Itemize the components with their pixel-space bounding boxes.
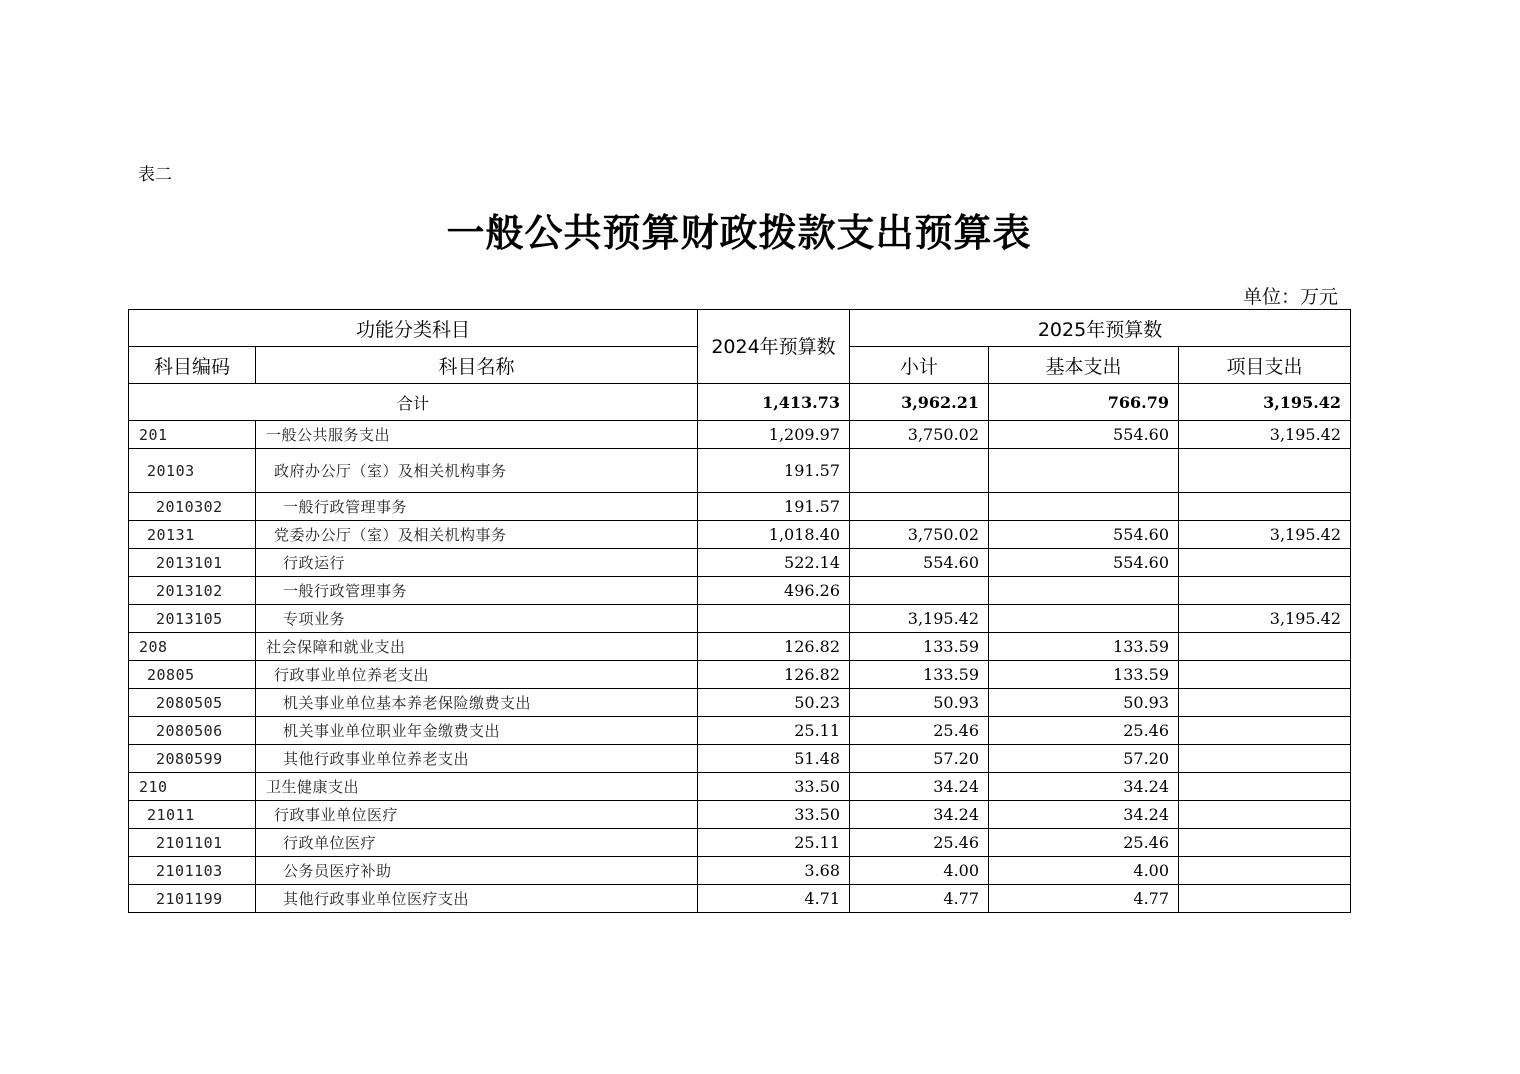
row-name: 卫生健康支出 — [256, 773, 698, 801]
row-subtotal: 34.24 — [850, 773, 989, 801]
project-header: 项目支出 — [1179, 347, 1351, 384]
row-basic: 133.59 — [989, 661, 1179, 689]
row-code: 2080599 — [129, 745, 256, 773]
table-row — [129, 829, 1351, 857]
row-basic — [989, 493, 1179, 521]
table-row — [129, 857, 1351, 885]
row-name: 党委办公厅（室）及相关机构事务 — [256, 521, 698, 549]
row-basic — [989, 605, 1179, 633]
header-row-1 — [129, 310, 1351, 347]
table-number-label: 表二 — [138, 165, 172, 185]
row-basic: 34.24 — [989, 773, 1179, 801]
row-prev — [698, 605, 850, 633]
table-row — [129, 773, 1351, 801]
row-name: 其他行政事业单位医疗支出 — [256, 885, 698, 913]
row-basic: 25.46 — [989, 829, 1179, 857]
row-prev: 191.57 — [698, 493, 850, 521]
basic-header: 基本支出 — [989, 347, 1179, 384]
total-project: 3,195.42 — [1179, 384, 1351, 421]
row-prev: 3.68 — [698, 857, 850, 885]
row-name: 机关事业单位基本养老保险缴费支出 — [256, 689, 698, 717]
row-name: 行政单位医疗 — [256, 829, 698, 857]
row-name: 社会保障和就业支出 — [256, 633, 698, 661]
table-row — [129, 745, 1351, 773]
row-name: 行政事业单位养老支出 — [256, 661, 698, 689]
table-row — [129, 605, 1351, 633]
row-code: 2101101 — [129, 829, 256, 857]
table-row — [129, 885, 1351, 913]
table-row — [129, 421, 1351, 449]
table-row — [129, 493, 1351, 521]
row-project: 3,195.42 — [1179, 521, 1351, 549]
row-subtotal: 25.46 — [850, 829, 989, 857]
row-name: 行政运行 — [256, 549, 698, 577]
table-row — [129, 689, 1351, 717]
code-header: 科目编码 — [129, 347, 256, 384]
row-code: 20131 — [129, 521, 256, 549]
table-row — [129, 577, 1351, 605]
row-code: 210 — [129, 773, 256, 801]
row-code: 2013102 — [129, 577, 256, 605]
row-subtotal: 3,750.02 — [850, 421, 989, 449]
row-project — [1179, 801, 1351, 829]
total-row — [129, 384, 1351, 421]
row-prev: 50.23 — [698, 689, 850, 717]
row-code: 208 — [129, 633, 256, 661]
row-name: 行政事业单位医疗 — [256, 801, 698, 829]
row-prev: 1,018.40 — [698, 521, 850, 549]
row-basic — [989, 449, 1179, 493]
row-prev: 496.26 — [698, 577, 850, 605]
row-project — [1179, 857, 1351, 885]
document-title: 一般公共预算财政拨款支出预算表 — [446, 210, 1032, 255]
name-header: 科目名称 — [256, 347, 698, 384]
row-code: 2080505 — [129, 689, 256, 717]
table-row — [129, 449, 1351, 493]
row-prev: 33.50 — [698, 773, 850, 801]
row-prev: 51.48 — [698, 745, 850, 773]
row-subtotal: 554.60 — [850, 549, 989, 577]
row-project: 3,195.42 — [1179, 421, 1351, 449]
row-prev: 126.82 — [698, 633, 850, 661]
row-code: 2013105 — [129, 605, 256, 633]
total-prev: 1,413.73 — [698, 384, 850, 421]
row-code: 20805 — [129, 661, 256, 689]
row-code: 21011 — [129, 801, 256, 829]
functional-category-header: 功能分类科目 — [129, 310, 698, 347]
budget-table — [128, 309, 1351, 913]
row-project — [1179, 549, 1351, 577]
subtotal-header: 小计 — [850, 347, 989, 384]
row-basic: 554.60 — [989, 421, 1179, 449]
row-project — [1179, 717, 1351, 745]
total-basic: 766.79 — [989, 384, 1179, 421]
row-project — [1179, 829, 1351, 857]
row-prev: 126.82 — [698, 661, 850, 689]
curr-budget-header: 2025年预算数 — [850, 310, 1351, 347]
row-project — [1179, 661, 1351, 689]
row-basic: 25.46 — [989, 717, 1179, 745]
table-row — [129, 633, 1351, 661]
row-code: 2080506 — [129, 717, 256, 745]
table-row — [129, 717, 1351, 745]
row-basic: 34.24 — [989, 801, 1179, 829]
row-code: 2101199 — [129, 885, 256, 913]
row-basic: 50.93 — [989, 689, 1179, 717]
row-project — [1179, 745, 1351, 773]
row-basic — [989, 577, 1179, 605]
row-basic: 554.60 — [989, 521, 1179, 549]
row-subtotal: 133.59 — [850, 633, 989, 661]
row-name: 公务员医疗补助 — [256, 857, 698, 885]
row-prev: 191.57 — [698, 449, 850, 493]
row-basic: 57.20 — [989, 745, 1179, 773]
row-basic: 554.60 — [989, 549, 1179, 577]
row-project — [1179, 689, 1351, 717]
row-code: 201 — [129, 421, 256, 449]
row-subtotal: 25.46 — [850, 717, 989, 745]
table-row — [129, 661, 1351, 689]
row-subtotal: 50.93 — [850, 689, 989, 717]
row-name: 其他行政事业单位养老支出 — [256, 745, 698, 773]
row-subtotal: 4.77 — [850, 885, 989, 913]
unit-label: 单位：万元 — [1242, 286, 1338, 308]
row-name: 机关事业单位职业年金缴费支出 — [256, 717, 698, 745]
row-code: 2013101 — [129, 549, 256, 577]
table-row — [129, 521, 1351, 549]
row-basic: 4.77 — [989, 885, 1179, 913]
total-subtotal: 3,962.21 — [850, 384, 989, 421]
row-project — [1179, 577, 1351, 605]
row-name: 政府办公厅（室）及相关机构事务 — [256, 449, 698, 493]
row-project — [1179, 493, 1351, 521]
row-project — [1179, 633, 1351, 661]
row-prev: 1,209.97 — [698, 421, 850, 449]
row-code: 2101103 — [129, 857, 256, 885]
prev-budget-header: 2024年预算数 — [698, 310, 850, 384]
row-prev: 25.11 — [698, 717, 850, 745]
total-label: 合计 — [129, 384, 698, 421]
row-subtotal: 34.24 — [850, 801, 989, 829]
row-prev: 33.50 — [698, 801, 850, 829]
row-name: 一般公共服务支出 — [256, 421, 698, 449]
row-code: 20103 — [129, 449, 256, 493]
row-subtotal: 4.00 — [850, 857, 989, 885]
row-subtotal — [850, 577, 989, 605]
row-name: 一般行政管理事务 — [256, 577, 698, 605]
row-subtotal: 3,195.42 — [850, 605, 989, 633]
row-name: 一般行政管理事务 — [256, 493, 698, 521]
row-subtotal — [850, 493, 989, 521]
row-project: 3,195.42 — [1179, 605, 1351, 633]
row-project — [1179, 885, 1351, 913]
row-project — [1179, 773, 1351, 801]
row-prev: 4.71 — [698, 885, 850, 913]
row-prev: 25.11 — [698, 829, 850, 857]
table-row — [129, 549, 1351, 577]
row-code: 2010302 — [129, 493, 256, 521]
row-prev: 522.14 — [698, 549, 850, 577]
row-basic: 133.59 — [989, 633, 1179, 661]
table-row — [129, 801, 1351, 829]
row-subtotal — [850, 449, 989, 493]
row-basic: 4.00 — [989, 857, 1179, 885]
row-subtotal: 133.59 — [850, 661, 989, 689]
row-subtotal: 3,750.02 — [850, 521, 989, 549]
row-subtotal: 57.20 — [850, 745, 989, 773]
row-name: 专项业务 — [256, 605, 698, 633]
row-project — [1179, 449, 1351, 493]
